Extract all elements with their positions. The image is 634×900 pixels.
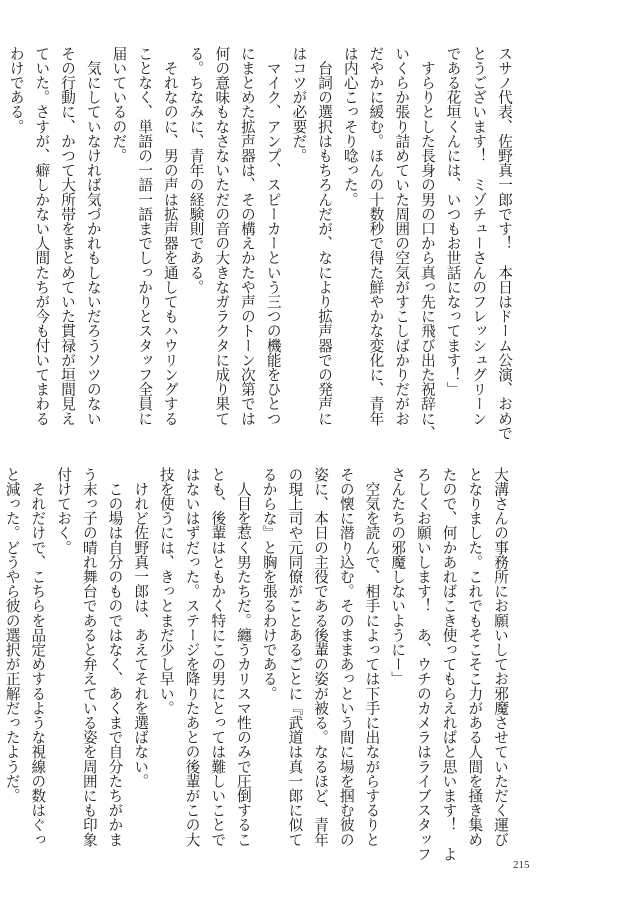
text-column: と減った。どうやら彼の選択が正解だったようだ。: [3, 467, 21, 803]
text-column: けれど佐野真一郎は、あえてそれを選ばない。: [132, 467, 150, 789]
text-column: ことなく、単語の一語一語までしっかりとスタッフ全員に: [136, 46, 154, 426]
text-column: の現上司や元同僚がことあるごとに『武道は真一郎に似て: [286, 467, 304, 847]
text-column: だやかに緩む。ほんの十数秒で得た鮮やかな変化に、青年: [367, 46, 385, 426]
text-column: にまとめた拡声器は、その構えかたや声のトーン次第では: [238, 46, 256, 426]
text-column: スサノ代表、佐野真一郎です！ 本日はドーム公演、おめで: [496, 46, 513, 441]
text-column: ろしくお願いします！ あ、ウチのカメラはライブスタッフ: [414, 467, 432, 862]
text-column: [0, 46, 3, 414]
text-column: わけである。: [7, 46, 25, 134]
upper-text-block: [7, 46, 517, 441]
text-column: その行動に、かつて大所帯をまとめていた貫禄が垣間見え: [59, 46, 77, 426]
text-column: それなのに、男の声は拡声器を通してもハウリングする: [161, 46, 179, 426]
text-column: 技を使うには、きっとまだ少し早い。: [157, 467, 175, 716]
text-column: マイク、アンプ、スピーカーという三つの機能をひとつ: [264, 46, 282, 426]
text-column: ていた。さすが、癖しかない人間たちが今も付いてまわる: [33, 46, 51, 426]
text-column: 届いているのだ。: [110, 46, 128, 163]
text-column: 付けておく。: [55, 467, 73, 555]
text-column: さんたちの邪魔しないようにー」: [389, 467, 407, 686]
text-column: この場は自分のものではなく、あくまで自分たちがかま: [106, 467, 124, 847]
lower-text-block: [3, 467, 513, 862]
text-column: すらりとした長身の男の口から真っ先に飛び出た祝辞に、: [418, 46, 436, 441]
text-column: るからな』と胸を張るわけである。: [260, 467, 278, 701]
text-column: は内心こっそり唸った。: [341, 46, 359, 207]
text-column: 大溝さんの事務所にお願いしてお邪魔させていただく運び: [492, 467, 509, 847]
text-column: る。ちなみに、青年の経験則である。: [187, 46, 205, 295]
text-column: いくらか張り詰めていた周囲の空気がすこしばかりだがお: [393, 46, 411, 426]
text-column: である花垣くんには、いつもお世話になってます！」: [444, 46, 462, 397]
text-column: 姿に、本日の主役である後輩の姿が被る。なるほど、青年: [312, 467, 330, 847]
page-number: 215: [513, 859, 530, 871]
text-column: その懐に潜り込む。そのままあっという間に場を掴む彼の: [337, 467, 355, 847]
text-column: 台詞の選択はもちろんだが、なにより拡声器での発声に: [316, 46, 334, 426]
text-column: 人目を惹く男たちだ。纏うカリスマ性のみで圧倒するこ: [234, 467, 252, 847]
text-column: はコツが必要だ。: [290, 46, 308, 163]
text-column: う末っ子の晴れ舞台であると弁えている姿を周囲にも印象: [80, 467, 98, 847]
text-column: 気にしていなければ気づかれもしないだろうソツのない: [84, 46, 102, 426]
text-column: はないはずだった。ステージを降りたあとの後輩がこの大: [183, 467, 201, 847]
text-column: となりました。これでもそこそこ力がある人間を掻き集め: [466, 467, 484, 847]
text-column: たので、何かあればこき使ってもらえればと思います！ よ: [440, 467, 458, 862]
text-column: とも、後輩はともかく特にこの男にとっては難しいことで: [209, 467, 227, 847]
text-column: それだけで、こちらを品定めするような視線の数はぐっ: [29, 467, 47, 847]
text-column: 何の意味もなさないただの音の大きなガラクタに成り果て: [213, 46, 231, 426]
text-column: 空気を読んで、相手によっては下手に出ながらするりと: [363, 467, 381, 847]
text-column: とうございます！ ミゾチューさんのフレッシュグリーン: [470, 46, 488, 426]
